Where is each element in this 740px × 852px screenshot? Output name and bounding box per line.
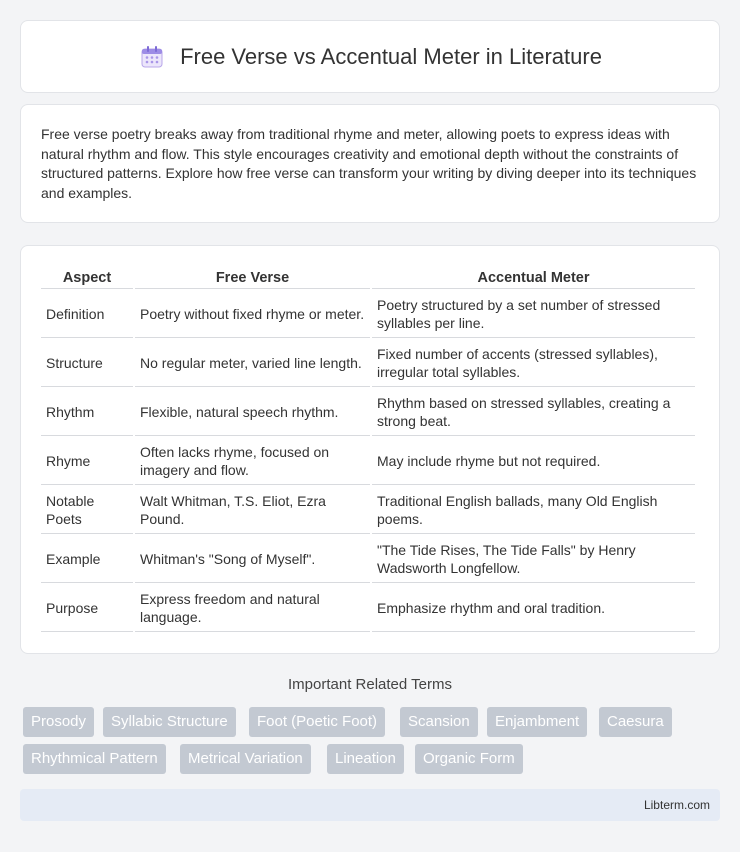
column-header-accentual-meter: Accentual Meter (372, 265, 695, 289)
table-row (41, 389, 695, 436)
table-header-row (41, 265, 695, 289)
accentual-meter-cell: Fixed number of accents (stressed syllables), irregular total syllables. (372, 340, 695, 387)
accentual-meter-cell: May include rhyme but not required. (372, 438, 695, 485)
aspect-cell: Rhythm (41, 389, 133, 436)
aspect-cell: Definition (41, 291, 133, 338)
page-title: Free Verse vs Accentual Meter in Literature (180, 43, 602, 69)
accentual-meter-cell: Traditional English ballads, many Old English poems. (372, 487, 695, 534)
footer (20, 789, 720, 821)
tag-rhythmical-pattern[interactable]: Rhythmical Pattern (23, 744, 166, 774)
accentual-meter-cell: Emphasize rhythm and oral tradition. (372, 585, 695, 632)
tag-caesura[interactable]: Caesura (599, 707, 672, 737)
title-card (20, 20, 720, 93)
intro-text: Free verse poetry breaks away from traditional rhyme and meter, allowing poets to express ideas with natural rhythm and flow. This style encourages creativity and emotional depth without the constraints of structured patterns. Explore how free verse can transform your writing by diving deeper into its techniques and examples. (41, 126, 697, 201)
tag-scansion[interactable]: Scansion (400, 707, 478, 737)
free-verse-cell: Flexible, natural speech rhythm. (135, 389, 370, 436)
column-header-aspect: Aspect (41, 265, 133, 289)
table-row (41, 487, 695, 534)
tag-syllabic-structure[interactable]: Syllabic Structure (103, 707, 236, 737)
footer-link[interactable]: Libterm.com (643, 798, 710, 812)
tag-lineation[interactable]: Lineation (327, 744, 404, 774)
free-verse-cell: Whitman's "Song of Myself". (135, 536, 370, 583)
free-verse-cell: Poetry without fixed rhyme or meter. (135, 291, 370, 338)
accentual-meter-cell: "The Tide Rises, The Tide Falls" by Henry Wadsworth Longfellow. (372, 536, 695, 583)
table-row (41, 536, 695, 583)
table-row (41, 291, 695, 338)
tag-prosody[interactable]: Prosody (23, 707, 94, 737)
free-verse-cell: Express freedom and natural language. (135, 585, 370, 632)
tag-foot[interactable]: Foot (Poetic Foot) (249, 707, 385, 737)
free-verse-cell: Walt Whitman, T.S. Eliot, Ezra Pound. (135, 487, 370, 534)
comparison-card (20, 245, 720, 654)
accentual-meter-cell: Rhythm based on stressed syllables, creating a strong beat. (372, 389, 695, 436)
free-verse-cell: Often lacks rhyme, focused on imagery and flow. (135, 438, 370, 485)
column-header-free-verse: Free Verse (135, 265, 370, 289)
aspect-cell: Structure (41, 340, 133, 387)
free-verse-cell: No regular meter, varied line length. (135, 340, 370, 387)
table-row (41, 340, 695, 387)
accentual-meter-cell: Poetry structured by a set number of stressed syllables per line. (372, 291, 695, 338)
aspect-cell: Notable Poets (41, 487, 133, 534)
tag-organic-form[interactable]: Organic Form (415, 744, 523, 774)
intro-card (20, 104, 720, 223)
aspect-cell: Rhyme (41, 438, 133, 485)
table-row (41, 438, 695, 485)
aspect-cell: Example (41, 536, 133, 583)
related-terms-title: Important Related Terms (288, 676, 452, 693)
aspect-cell: Purpose (41, 585, 133, 632)
comparison-table (39, 263, 697, 634)
tag-enjambment[interactable]: Enjambment (487, 707, 587, 737)
calendar-icon (138, 43, 166, 71)
tag-metrical-variation[interactable]: Metrical Variation (180, 744, 311, 774)
table-row (41, 585, 695, 632)
